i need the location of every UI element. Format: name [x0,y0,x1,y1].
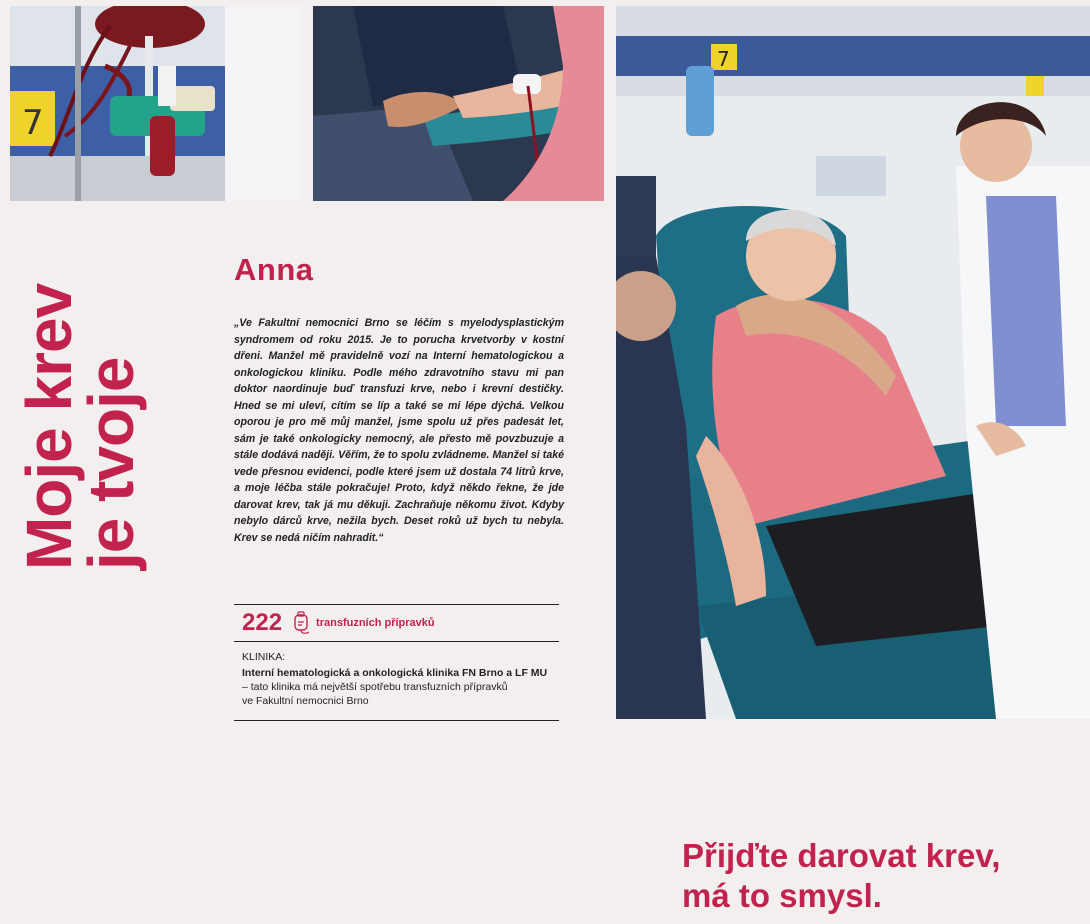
stat-row [234,605,559,641]
vertical-title-line-1: Moje krev [13,283,85,570]
svg-text:7: 7 [717,47,730,71]
cta-line-2: má to smysl. [682,877,882,914]
clinic-name: Interní hematologická a onkologická klinika FN Brno a LF MU [242,667,548,679]
photo-holding-hands [313,6,604,201]
stat-label: transfuzních přípravků [316,617,435,629]
vertical-title-line-2: je tvoje [75,357,147,570]
story-name: Anna [234,252,314,287]
blood-bag-icon [292,610,312,636]
svg-text:7: 7 [22,103,44,143]
clinic-description-line-2: ve Fakultní nemocnici Brno [242,695,369,707]
clinic-description-line-1: – tato klinika má největší spotřebu transfuzních přípravků [242,681,508,693]
stat-box [234,604,559,721]
cta-line-1: Přijďte darovat krev, [682,837,1001,874]
story-quote: „Ve Fakultní nemocnici Brno se léčím s myelodysplastickým syndromem od roku 2015. Je to porucha krvetvorby v kostní dřeni. Manžel mě pravidelně vozí na Interní hematologickou a onkologickou kliniku. Podle mého zdravotního stavu mi pan doktor naordinuje buď transfuzi krve, nebo i krevní destičky. Hned se mi uleví, cítím se líp a také se mi lépe dýchá. Velkou oporou je pro mě můj manžel, jsme spolu už přes padesát let, sám je také onkologicky nemocný, ale přesto mě povzbuzuje a stále dodává naději. Věřím, že to spolu zvládneme. Manžel si také vede přesnou evidenci, podle které jsem už dostala 74 litrů krve, a moje léčba stále pokračuje! Proto, když někdo řekne, že jde darovat krev, tak já mu děkuji. Zachraňuje někomu život. Kdyby nebylo dárců krve, nežila bych. Deset roků už bych tu nebyla. Krev se nedá ničím nahradit.“ [234,317,564,544]
clinic-label: KLINIKA: [242,651,286,663]
stat-number: 222 [242,609,283,636]
call-to-action [682,836,1082,916]
photo-blood-transfusion-bag [10,6,301,201]
clinic-info [234,642,559,720]
photo-patient-with-nurse [616,6,1090,719]
vertical-title [13,250,158,570]
divider [234,720,559,721]
